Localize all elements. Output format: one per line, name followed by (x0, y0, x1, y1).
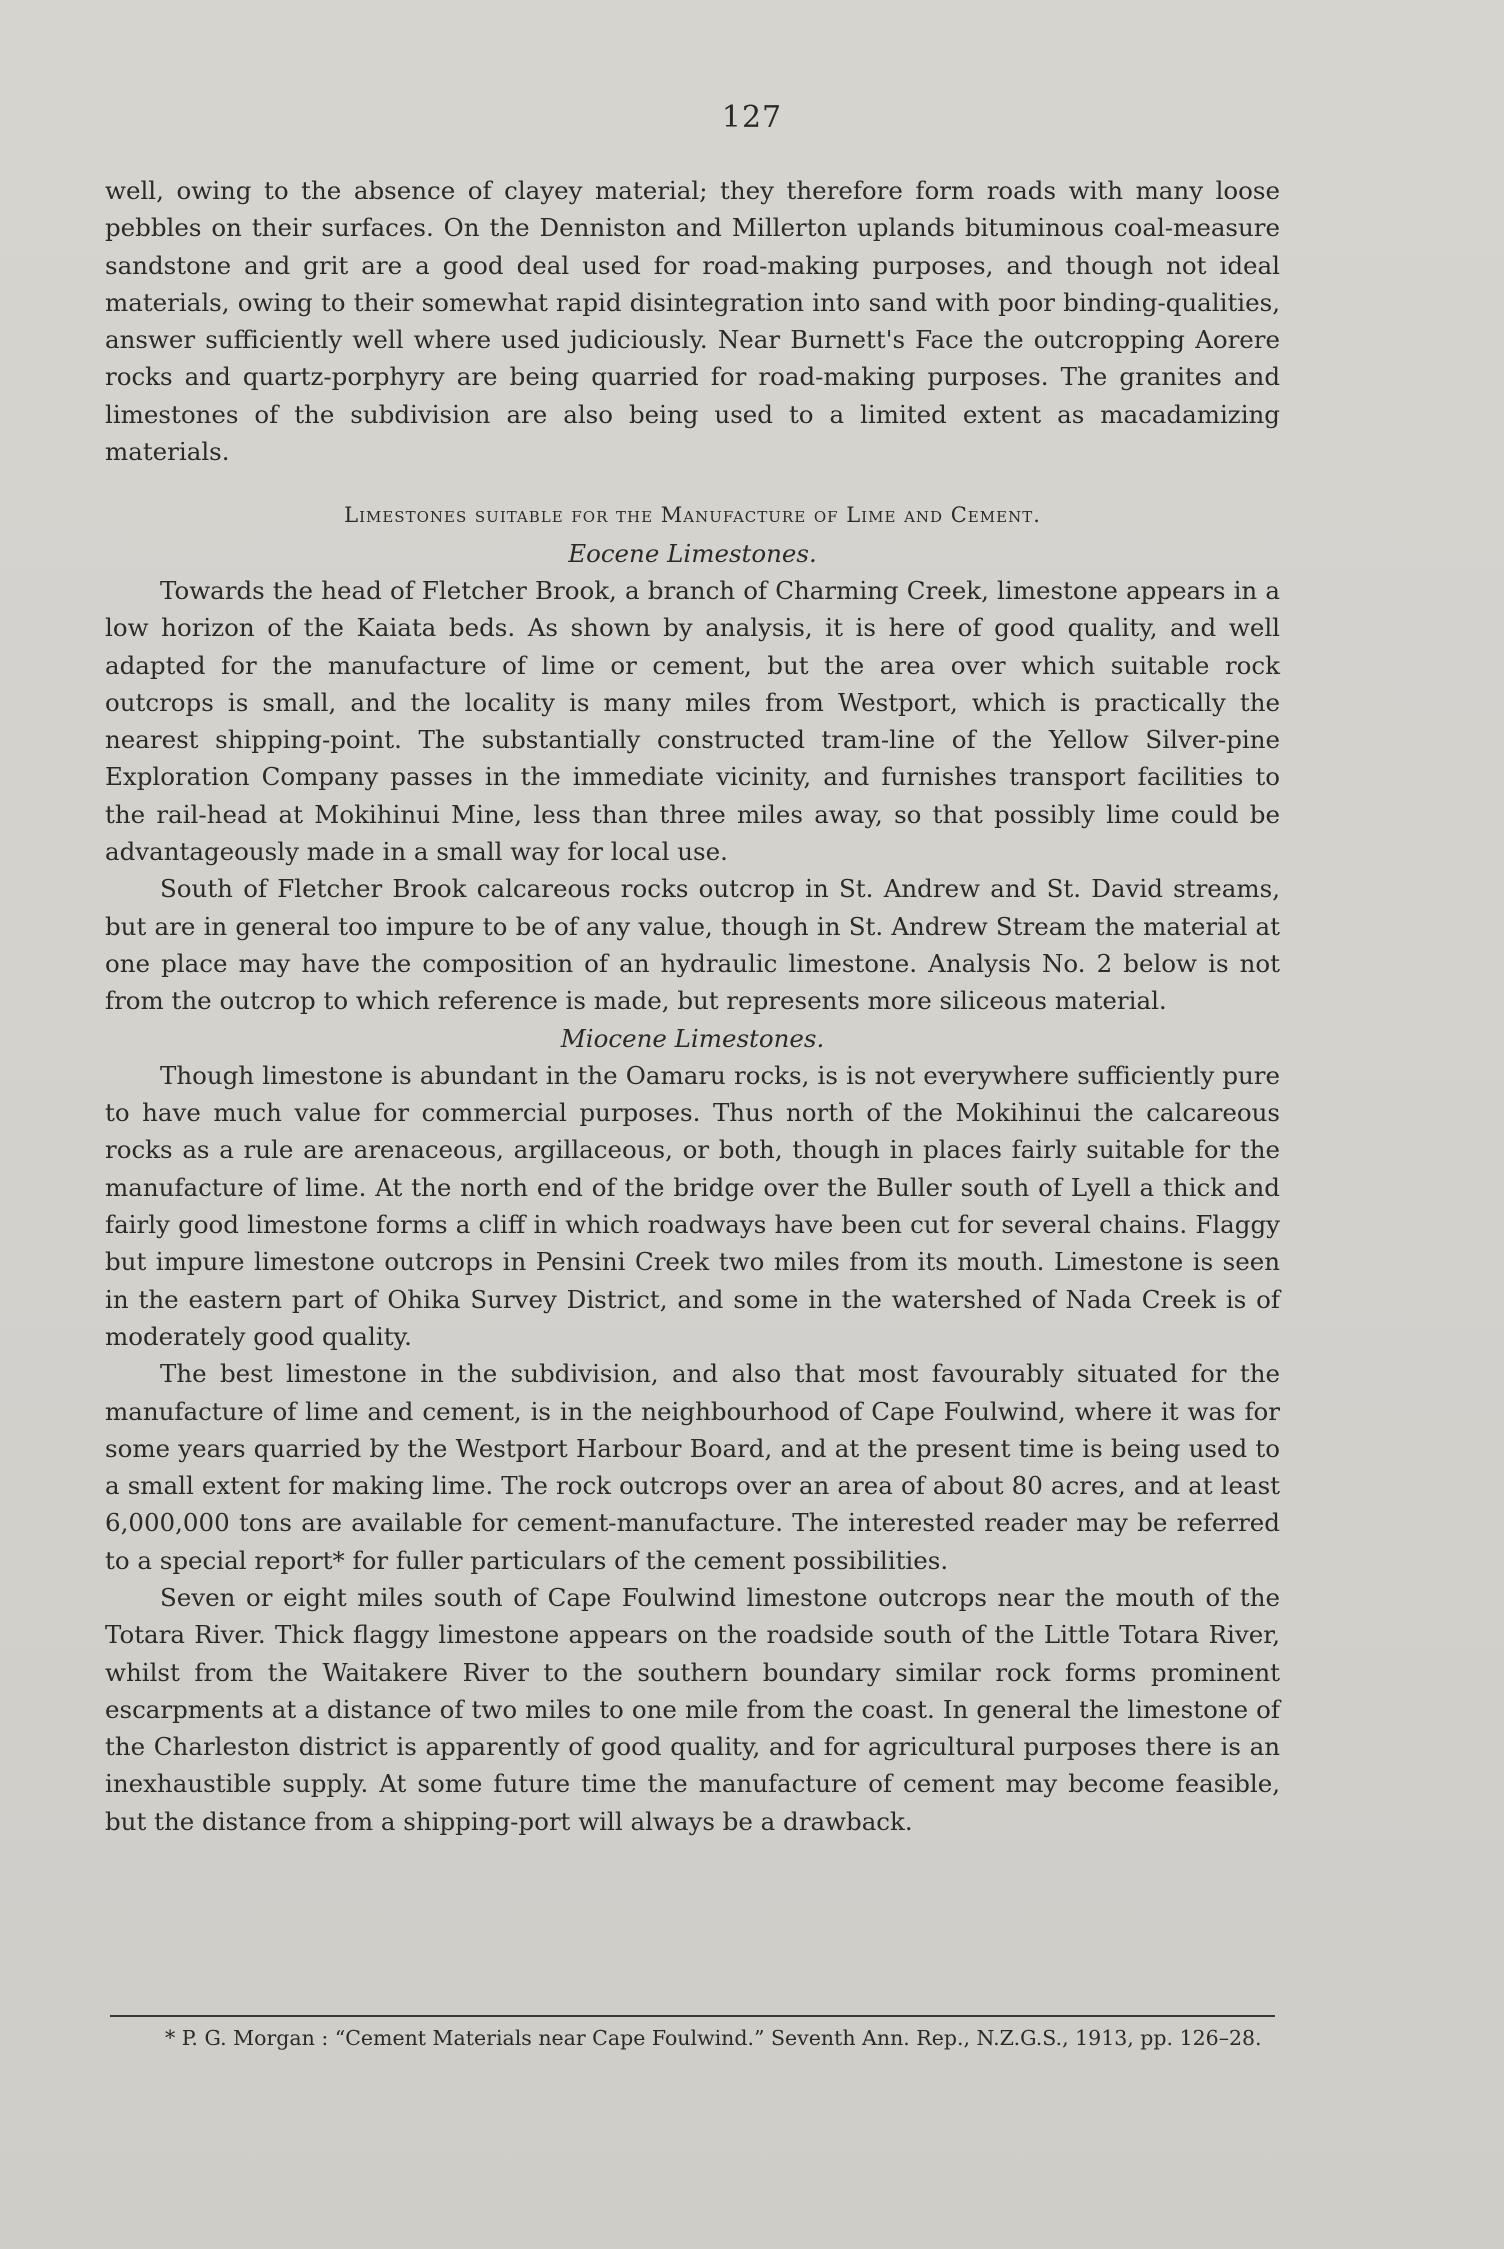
body-text (105, 172, 1280, 1840)
page-number: 127 (721, 100, 783, 135)
section-heading: Limestones suitable for the Manufacture of Lime and Cement. (344, 503, 1041, 528)
paragraph-oamaru: Though limestone is abundant in the Oamaru rocks, is is not everywhere sufficiently pure to have much value for commercial purposes. Thus north of the Mokihinui the calcareous rocks as a rule are arenaceous, argillaceous, or both, though in places fairly suitable for the manufacture of lime. At the north end of the bridge over the Buller south of Lyell a thick and fairly good limestone forms a cliff in which roadways have been cut for several chains. Flaggy but impure limestone outcrops in Pensini Creek two miles from its mouth. Limestone is seen in the eastern part of Ohika Survey District, and some in the watershed of Nada Creek is of moderately good quality. (105, 1060, 1280, 1351)
paragraph-st-andrew: South of Fletcher Brook calcareous rocks outcrop in St. Andrew and St. David streams, but are in general too impure to be of any value, though in St. Andrew Stream the material at one place may have the composition of an hydraulic limestone. Analysis No. 2 below is not from the outcrop to which reference is made, but represents more siliceous material. (105, 874, 1280, 1016)
paragraph-fletcher-brook: Towards the head of Fletcher Brook, a branch of Charming Creek, limestone appears in a low horizon of the Kaiata beds. As shown by analysis, it is here of good quality, and well adapted for the manufacture of lime or cement, but the area over which suitable rock outcrops is small, and the locality is many miles from Westport, which is practically the nearest shipping-point. The substantially constructed tram-line of the Yellow Silver-pine Exploration Company passes in the immediate vicinity, and furnishes transport facilities to the rail-head at Mokihinui Mine, less than three miles away, so that possibly lime could be advantageously made in a small way for local use. (105, 575, 1280, 867)
paragraph-cape-foulwind: The best limestone in the subdivision, and also that most favourably situated for the manufacture of lime and cement, is in the neighbourhood of Cape Foulwind, where it was for some years quarried by the Westport Harbour Board, and at the present time is being used to a small extent for making lime. The rock outcrops over an area of about 80 acres, and at least 6,000,000 tons are available for cement-manufacture. The interested reader may be referred to a special report* for fuller particulars of the cement possibilities. (105, 1359, 1280, 1575)
subheading-miocene: Miocene Limestones. (560, 1023, 825, 1053)
paragraph-road-materials: well, owing to the absence of clayey material; they therefore form roads with many loose pebbles on their surfaces. On the Denniston and Millerton uplands bituminous coal-measure sandstone and grit are a good deal used for road-making purposes, and though not ideal materials, owing to their somewhat rapid disintegration into sand with poor binding-qualities, answer sufficiently well where used judiciously. Near Burnett's Face the outcropping Aorere rocks and quartz-porphyry are being quarried for road-making purposes. The granites and limestones of the subdivision are also being used to a limited extent as macadamizing materials. (105, 176, 1280, 467)
subheading-eocene: Eocene Limestones. (568, 538, 817, 568)
paragraph-totara-river: Seven or eight miles south of Cape Foulwind limestone outcrops near the mouth of the Totara River. Thick flaggy limestone appears on the roadside south of the Little Totara River, whilst from the Waitakere River to the southern boundary similar rock forms prominent escarpments at a distance of two miles to one mile from the coast. In general the limestone of the Charleston district is apparently of good quality, and for agricultural purposes there is an inexhaustible supply. At some future time the manufacture of cement may become feasible, but the distance from a shipping-port will always be a drawback. (105, 1582, 1280, 1836)
footnote-divider (110, 2015, 1275, 2017)
footnote: * P. G. Morgan : “Cement Materials near Cape Foulwind.” Seventh Ann. Rep., N.Z.G.S., 1913, pp. 126–28. (165, 2026, 1262, 2050)
